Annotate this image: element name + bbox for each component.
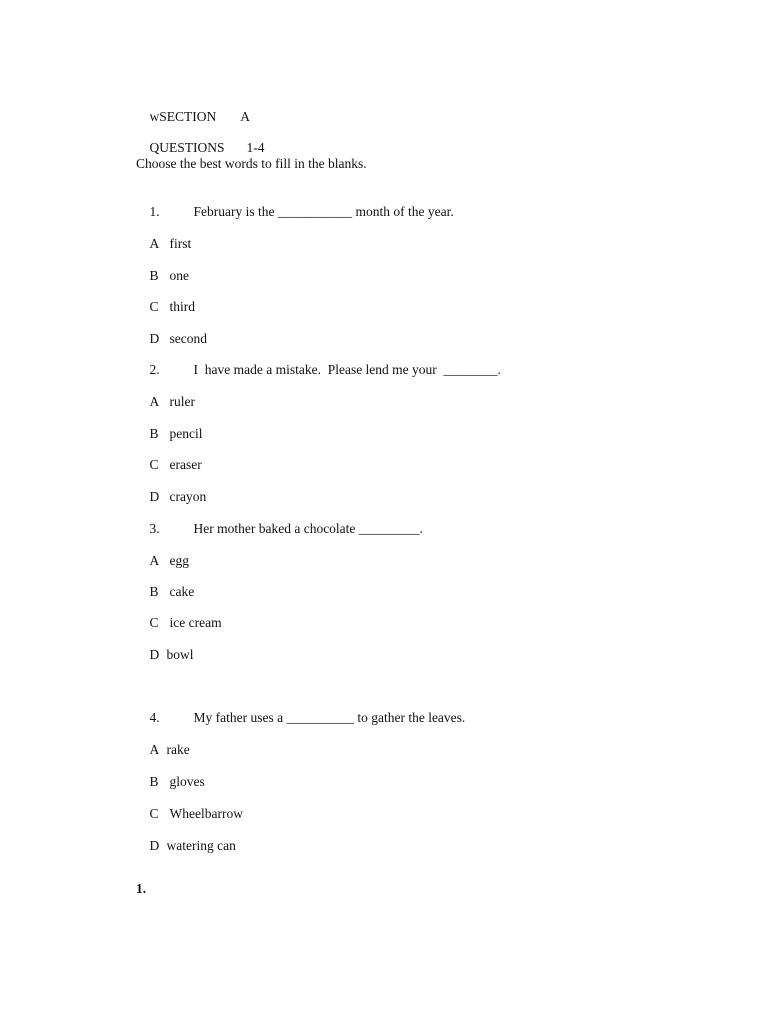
question-number: 4. <box>149 710 160 725</box>
option-letter: C <box>149 299 159 314</box>
option-3d <box>136 631 194 679</box>
question-text: My father uses a __________ to gather the leaves. <box>193 710 466 725</box>
option-letter: D <box>149 489 160 504</box>
option-text: watering can <box>166 838 236 853</box>
option-letter: D <box>149 331 160 346</box>
option-text: one <box>169 268 189 283</box>
option-letter: B <box>149 584 159 599</box>
option-text: bowl <box>166 647 194 662</box>
footer-number: 1. <box>136 881 147 896</box>
option-text: cake <box>169 584 195 599</box>
option-letter: B <box>149 774 159 789</box>
option-text: third <box>169 299 195 314</box>
option-text: ruler <box>169 394 195 409</box>
option-text: second <box>169 331 207 346</box>
question-text: I have made a mistake. Please lend me your ________. <box>193 362 501 377</box>
option-letter: B <box>149 426 159 441</box>
option-letter: A <box>149 394 160 409</box>
option-letter: C <box>149 457 159 472</box>
question-number: 3. <box>149 521 160 536</box>
option-letter: C <box>149 615 159 630</box>
option-text: pencil <box>169 426 203 441</box>
section-value: A <box>240 109 250 124</box>
instructions: Choose the best words to fill in the blanks. <box>136 156 367 171</box>
question-number: 2. <box>149 362 160 377</box>
option-text: rake <box>166 742 190 757</box>
option-text: egg <box>169 553 189 568</box>
option-letter: D <box>149 838 160 853</box>
section-label: wSECTION <box>149 109 217 124</box>
option-letter: C <box>149 806 159 821</box>
option-letter: A <box>149 553 160 568</box>
question-number: 1. <box>149 204 160 219</box>
option-text: Wheelbarrow <box>169 806 243 821</box>
option-text: first <box>169 236 192 251</box>
option-letter: D <box>149 647 160 662</box>
option-letter: B <box>149 268 159 283</box>
questions-label: QUESTIONS <box>149 140 225 155</box>
option-4d <box>136 822 236 870</box>
option-text: ice cream <box>169 615 222 630</box>
option-text: eraser <box>169 457 202 472</box>
questions-range: 1-4 <box>246 140 265 155</box>
question-text: Her mother baked a chocolate _________. <box>193 521 423 536</box>
option-text: crayon <box>169 489 207 504</box>
option-text: gloves <box>169 774 205 789</box>
option-letter: A <box>149 236 160 251</box>
question-text: February is the ___________ month of the year. <box>193 204 454 219</box>
option-letter: A <box>149 742 160 757</box>
